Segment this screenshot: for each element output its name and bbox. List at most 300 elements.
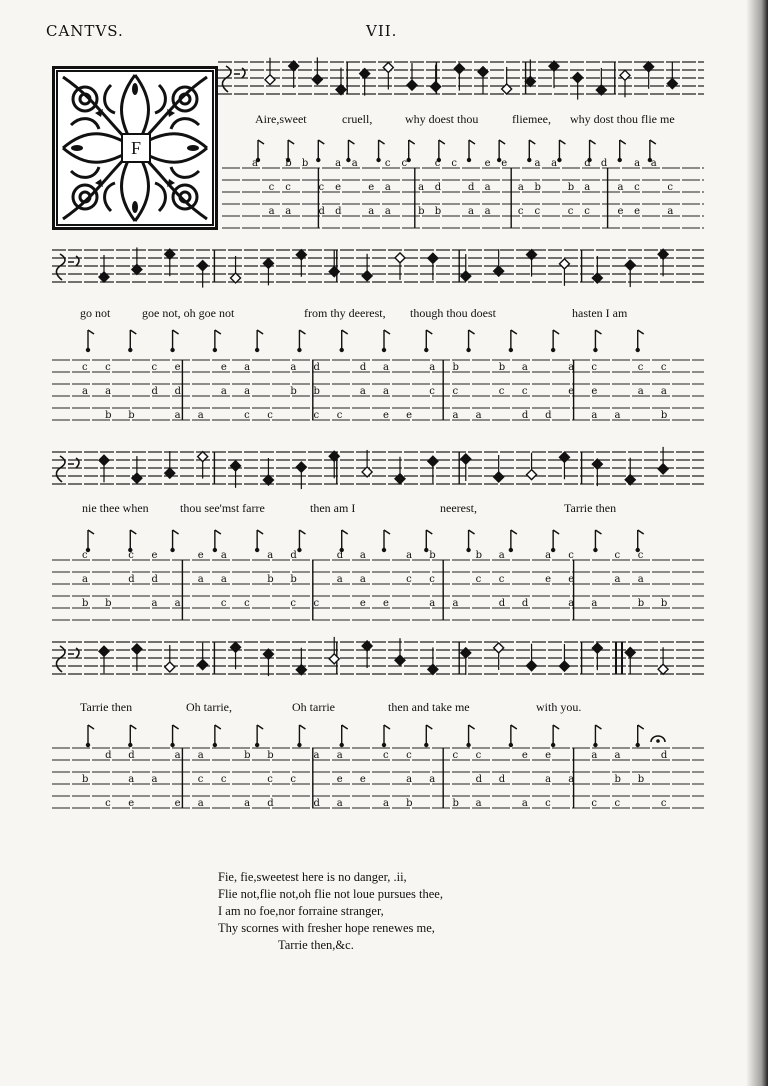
rhythm-flag: [595, 530, 601, 534]
part-name-header: CANTVS.: [46, 22, 124, 40]
rhythm-dot: [382, 348, 386, 352]
note-head: [395, 474, 405, 484]
tab-letter: a: [151, 598, 158, 609]
tab-letter: d: [600, 158, 608, 169]
note-head: [231, 461, 241, 471]
tab-letter: a: [359, 386, 366, 397]
rhythm-flag: [173, 725, 179, 729]
verse-line: Tarrie then,&c.: [278, 938, 354, 952]
rhythm-flag: [348, 140, 354, 144]
rhythm-flag: [215, 330, 221, 334]
note-head: [428, 456, 438, 466]
tab-letter: e: [568, 386, 575, 397]
tab-letter: c: [452, 386, 459, 397]
tab-letter: c: [429, 574, 435, 585]
rhythm-dot: [618, 158, 622, 162]
note-head: [658, 464, 668, 474]
rhythm-dot: [382, 743, 386, 747]
note-head: [198, 261, 208, 271]
tab-letter: a: [475, 410, 482, 421]
rhythm-flag: [553, 330, 559, 334]
tab-letter: a: [521, 798, 528, 809]
rhythm-flag: [318, 140, 324, 144]
tab-letter: e: [545, 574, 551, 585]
tab-letter: c: [313, 598, 320, 609]
verse-line: Flie not,flie not,oh flie not loue pursues thee,: [218, 887, 443, 901]
tab-letter: b: [128, 410, 135, 421]
tab-letter: c: [220, 774, 227, 785]
tab-letter: a: [197, 798, 204, 809]
lyric-line-1-part-1: Aire,sweet: [255, 112, 307, 126]
rhythm-flag: [426, 725, 432, 729]
tab-letter: c: [545, 798, 551, 809]
rhythm-dot: [509, 348, 513, 352]
rhythm-flag: [342, 530, 348, 534]
rhythm-flag: [620, 140, 626, 144]
tab-letter: a: [197, 410, 204, 421]
tab-letter: d: [151, 574, 158, 585]
tab-letter: b: [452, 362, 459, 373]
note-head: [329, 654, 339, 664]
tab-letter: c: [220, 598, 227, 609]
note-head: [454, 64, 464, 74]
rhythm-flag: [342, 330, 348, 334]
rhythm-flag: [130, 725, 136, 729]
rhythm-dot: [407, 158, 411, 162]
tab-letter: c: [498, 574, 505, 585]
tab-letter: c: [475, 574, 482, 585]
tab-letter: a: [335, 158, 342, 169]
tab-letter: e: [383, 598, 389, 609]
tab-letter: d: [105, 750, 112, 761]
tab-letter: e: [617, 206, 624, 217]
note-head: [362, 271, 372, 281]
rhythm-flag: [215, 725, 221, 729]
rhythm-dot: [213, 548, 217, 552]
rhythm-flag: [384, 330, 390, 334]
tab-letter: a: [568, 598, 575, 609]
note-head: [407, 80, 417, 90]
tab-letter: a: [82, 574, 88, 585]
tab-letter: c: [244, 598, 250, 609]
tab-letter: e: [501, 158, 508, 169]
tab-letter: b: [244, 750, 251, 761]
note-head: [527, 661, 537, 671]
rhythm-flag: [439, 140, 445, 144]
rhythm-flag: [469, 140, 475, 144]
rhythm-dot: [551, 548, 555, 552]
tab-letter: e: [521, 750, 528, 761]
tab-letter: a: [268, 206, 275, 217]
rhythm-flag: [553, 530, 559, 534]
tab-letter: b: [429, 550, 436, 561]
note-head: [231, 642, 241, 652]
tab-letter: a: [591, 750, 598, 761]
tab-letter: a: [336, 798, 343, 809]
rhythm-dot: [593, 548, 597, 552]
note-head: [461, 271, 471, 281]
note-head: [265, 75, 275, 85]
tab-letter: c: [197, 774, 204, 785]
tab-letter: a: [468, 206, 474, 217]
tab-letter: a: [244, 798, 251, 809]
tab-letter: c: [591, 362, 597, 373]
tab-letter: c: [567, 206, 574, 217]
tab-letter: a: [174, 410, 181, 421]
lyric-line-4-part-3: Oh tarrie: [292, 700, 335, 714]
rhythm-dot: [340, 743, 344, 747]
tab-letter: b: [290, 386, 297, 397]
note-head: [620, 70, 630, 80]
rhythm-dot: [382, 548, 386, 552]
tab-letter: c: [660, 362, 667, 373]
lyric-line-1-part-3: why doest thou: [405, 112, 479, 126]
rhythm-dot: [170, 348, 174, 352]
rhythm-dot: [466, 348, 470, 352]
tab-letter: a: [285, 206, 292, 217]
tab-letter: d: [468, 182, 475, 193]
tab-letter: a: [220, 386, 227, 397]
tab-letter: a: [82, 386, 88, 397]
tab-letter: a: [336, 574, 343, 585]
tab-letter: a: [290, 362, 297, 373]
tab-letter: a: [545, 550, 552, 561]
tab-letter: c: [267, 410, 273, 421]
tab-letter: c: [667, 182, 673, 193]
tab-letter: a: [591, 410, 598, 421]
tab-letter: a: [551, 158, 558, 169]
lyric-line-2-part-1: go not: [80, 306, 111, 320]
tab-letter: b: [290, 574, 297, 585]
tab-letter: e: [383, 410, 389, 421]
tab-letter: b: [567, 182, 575, 193]
lyric-line-1-part-2: cruell,: [342, 112, 373, 126]
lyric-line-3-part-4: neerest,: [440, 501, 477, 515]
tab-letter: d: [660, 750, 668, 761]
rhythm-dot: [86, 743, 90, 747]
note-head: [461, 454, 471, 464]
tab-letter: b: [82, 774, 89, 785]
rhythm-dot: [424, 743, 428, 747]
tab-letter: c: [406, 750, 412, 761]
tab-letter: c: [128, 550, 134, 561]
note-head: [527, 470, 537, 480]
tab-letter: c: [517, 206, 524, 217]
tab-letter: c: [591, 798, 597, 809]
tab-letter: e: [368, 182, 375, 193]
tab-letter: a: [452, 410, 459, 421]
lyric-line-3-part-5: Tarrie then: [564, 501, 617, 515]
rhythm-dot: [636, 743, 640, 747]
tab-letter: c: [244, 410, 250, 421]
tab-letter: a: [383, 798, 389, 809]
rhythm-dot: [593, 743, 597, 747]
tab-letter: c: [384, 158, 391, 169]
rhythm-flag: [553, 725, 559, 729]
tab-letter: a: [244, 386, 251, 397]
rhythm-dot: [424, 548, 428, 552]
rhythm-flag: [299, 330, 305, 334]
tab-letter: c: [82, 362, 88, 373]
rhythm-flag: [590, 140, 596, 144]
tab-letter: a: [383, 362, 389, 373]
tab-letter: c: [267, 774, 273, 785]
tab-letter: e: [359, 774, 366, 785]
rhythm-dot: [593, 348, 597, 352]
rhythm-dot: [466, 743, 470, 747]
rhythm-flag: [595, 330, 601, 334]
rhythm-dot: [170, 743, 174, 747]
tab-letter: a: [568, 362, 575, 373]
tab-letter: a: [568, 774, 575, 785]
tab-letter: e: [197, 550, 204, 561]
rhythm-flag: [173, 330, 179, 334]
tab-letter: a: [517, 182, 524, 193]
tab-letter: d: [545, 410, 552, 421]
rhythm-dot: [376, 158, 380, 162]
tab-letter: a: [359, 550, 366, 561]
rhythm-dot: [557, 158, 561, 162]
tab-letter: e: [545, 750, 551, 761]
tab-letter: e: [359, 598, 366, 609]
tab-letter: a: [220, 574, 227, 585]
tab-letter: a: [650, 158, 657, 169]
tab-letter: a: [105, 386, 112, 397]
tab-letter: d: [498, 598, 506, 609]
tab-letter: c: [634, 182, 640, 193]
tab-letter: a: [384, 182, 391, 193]
tab-letter: a: [637, 574, 644, 585]
tab-letter: d: [318, 206, 325, 217]
tab-letter: a: [614, 410, 621, 421]
tab-letter: a: [584, 182, 591, 193]
tab-letter: b: [660, 598, 668, 609]
tab-letter: c: [318, 182, 325, 193]
rhythm-flag: [409, 140, 415, 144]
tab-letter: b: [313, 386, 320, 397]
rhythm-dot: [346, 158, 350, 162]
tab-letter: c: [105, 798, 111, 809]
lyric-line-4-part-5: with you.: [536, 700, 582, 714]
rhythm-flag: [426, 330, 432, 334]
tab-letter: c: [105, 362, 111, 373]
rhythm-dot: [551, 348, 555, 352]
tab-letter: a: [660, 386, 667, 397]
lyric-line-2-part-4: though thou doest: [410, 306, 496, 320]
rhythm-flag: [650, 140, 656, 144]
note-head: [312, 74, 322, 84]
note-head: [383, 62, 393, 72]
rhythm-dot: [128, 348, 132, 352]
tab-letter: c: [637, 550, 644, 561]
rhythm-flag: [638, 330, 644, 334]
rhythm-dot: [340, 348, 344, 352]
rhythm-dot: [213, 743, 217, 747]
lyric-line-2-part-3: from thy deerest,: [304, 306, 386, 320]
note-head: [559, 452, 569, 462]
note-head: [494, 643, 504, 653]
note-head: [461, 648, 471, 658]
note-head: [99, 455, 109, 465]
tab-letter: c: [521, 386, 528, 397]
lyric-line-1-part-5: why dost thou flie me: [570, 112, 675, 126]
tab-letter: a: [667, 206, 674, 217]
note-head: [296, 462, 306, 472]
note-head: [395, 253, 405, 263]
rhythm-flag: [384, 530, 390, 534]
note-head: [625, 260, 635, 270]
tab-letter: b: [534, 182, 541, 193]
tab-letter: c: [452, 750, 459, 761]
note-head: [592, 643, 602, 653]
note-head: [428, 253, 438, 263]
tab-letter: b: [285, 158, 292, 169]
tab-letter: e: [335, 182, 341, 193]
rhythm-flag: [257, 330, 263, 334]
rhythm-flag: [299, 530, 305, 534]
rhythm-dot: [170, 548, 174, 552]
rhythm-dot: [213, 348, 217, 352]
note-head: [329, 267, 339, 277]
tab-letter: c: [290, 774, 296, 785]
rhythm-flag: [215, 530, 221, 534]
note-head: [165, 662, 175, 672]
rhythm-dot: [316, 158, 320, 162]
tab-letter: a: [128, 774, 135, 785]
rhythm-flag: [257, 530, 263, 534]
tab-letter: c: [151, 362, 158, 373]
rhythm-dot: [255, 548, 259, 552]
lyric-line-3-part-1: nie thee when: [82, 501, 149, 515]
note-head: [559, 661, 569, 671]
tab-letter: a: [220, 550, 227, 561]
tab-letter: a: [429, 598, 436, 609]
rhythm-flag: [258, 140, 264, 144]
note-head: [559, 259, 569, 269]
rhythm-flag: [88, 530, 94, 534]
tab-letter: d: [336, 550, 344, 561]
tab-letter: d: [498, 774, 506, 785]
tab-letter: a: [359, 574, 366, 585]
tab-letter: a: [418, 182, 425, 193]
tab-letter: a: [406, 774, 413, 785]
lyric-line-3-part-3: then am I: [310, 501, 356, 515]
tab-letter: a: [351, 158, 358, 169]
tab-letter: d: [313, 798, 320, 809]
rhythm-flag: [342, 725, 348, 729]
tab-letter: a: [534, 158, 541, 169]
tab-letter: e: [151, 550, 158, 561]
tab-letter: e: [484, 158, 491, 169]
tab-letter: e: [174, 798, 181, 809]
tab-letter: c: [336, 410, 343, 421]
tab-letter: d: [290, 550, 297, 561]
tab-letter: b: [637, 598, 645, 609]
tab-letter: a: [197, 574, 204, 585]
rhythm-flag: [88, 725, 94, 729]
tab-letter: e: [406, 410, 413, 421]
tab-letter: c: [475, 750, 482, 761]
tab-letter: c: [614, 798, 621, 809]
note-head: [625, 647, 635, 657]
tab-letter: b: [475, 550, 483, 561]
tab-letter: c: [313, 410, 320, 421]
tab-letter: d: [584, 158, 591, 169]
rhythm-flag: [426, 530, 432, 534]
tab-letter: a: [197, 750, 204, 761]
note-head: [99, 646, 109, 656]
tab-letter: a: [174, 750, 181, 761]
rhythm-dot: [466, 548, 470, 552]
note-head: [494, 266, 504, 276]
tab-letter: d: [128, 750, 135, 761]
tab-letter: c: [498, 386, 505, 397]
tab-letter: a: [244, 362, 251, 373]
tab-letter: e: [128, 798, 135, 809]
tab-letter: c: [285, 182, 291, 193]
rhythm-dot: [128, 743, 132, 747]
rhythm-flag: [511, 530, 517, 534]
tab-letter: d: [521, 410, 529, 421]
rhythm-dot: [255, 348, 259, 352]
rhythm-flag: [130, 330, 136, 334]
lyric-line-1-part-4: fliemee,: [512, 112, 551, 126]
note-head: [165, 468, 175, 478]
tab-letter: a: [614, 750, 621, 761]
rhythm-flag: [88, 330, 94, 334]
rhythm-dot: [297, 743, 301, 747]
tab-letter: d: [434, 182, 442, 193]
tab-letter: e: [174, 362, 181, 373]
note-head: [198, 660, 208, 670]
rhythm-dot: [509, 743, 513, 747]
rhythm-dot: [636, 348, 640, 352]
tab-letter: b: [637, 774, 645, 785]
rhythm-dot: [297, 348, 301, 352]
tab-letter: c: [534, 206, 541, 217]
tab-letter: b: [105, 410, 112, 421]
tab-letter: a: [406, 550, 413, 561]
rhythm-dot: [255, 743, 259, 747]
tab-letter: c: [290, 598, 296, 609]
lyric-line-4-part-4: then and take me: [388, 700, 470, 714]
rhythm-flag: [379, 140, 385, 144]
tab-letter: a: [384, 206, 391, 217]
additional-verses: [218, 869, 443, 954]
rhythm-flag: [130, 530, 136, 534]
tab-letter: a: [252, 158, 258, 169]
rhythm-flag: [257, 725, 263, 729]
tab-letter: a: [545, 774, 552, 785]
tab-letter: d: [521, 598, 529, 609]
verse-line: I am no foe,nor forraine stranger,: [218, 904, 384, 918]
tab-letter: b: [660, 410, 668, 421]
rhythm-flag: [469, 725, 475, 729]
initial-letter: F: [121, 133, 151, 163]
tab-letter: b: [105, 598, 112, 609]
tab-letter: d: [335, 206, 342, 217]
lyric-line-2-part-2: goe not, oh goe not: [142, 306, 235, 320]
rhythm-flag: [469, 330, 475, 334]
tab-letter: a: [174, 598, 181, 609]
rhythm-flag: [384, 725, 390, 729]
tab-letter: a: [336, 750, 343, 761]
tab-letter: c: [637, 362, 644, 373]
verse-line: Fie, fie,sweetest here is no danger, .ii,: [218, 870, 407, 884]
tab-letter: d: [151, 386, 158, 397]
note-head: [667, 79, 677, 89]
rhythm-dot: [551, 743, 555, 747]
